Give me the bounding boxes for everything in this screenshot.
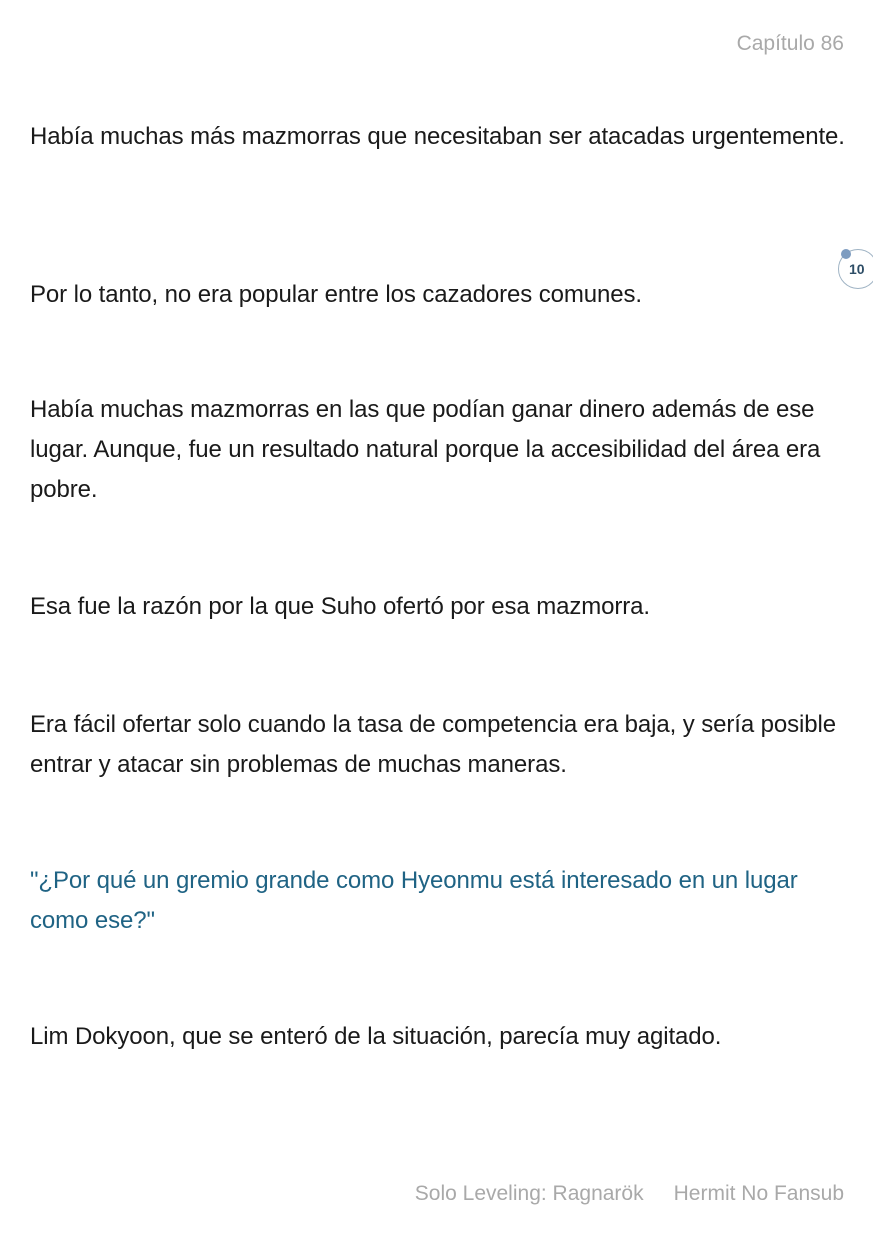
chapter-label: Capítulo 86: [736, 32, 844, 55]
comment-count-badge[interactable]: [838, 249, 873, 289]
comment-count: 10: [849, 261, 865, 277]
paragraph: Lim Dokyoon, que se enteró de la situación, parecía muy agitado.: [30, 1023, 722, 1050]
paragraph: Había muchas mazmorras en las que podían ganar dinero además de ese lugar. Aunque, fue un resultado natural porque la accesibilidad del área era pobre.: [30, 396, 821, 503]
paragraph: Por lo tanto, no era popular entre los cazadores comunes.: [30, 281, 642, 308]
paragraph: Esa fue la razón por la que Suho ofertó por esa mazmorra.: [30, 593, 650, 620]
paragraph: Era fácil ofertar solo cuando la tasa de competencia era baja, y sería posible entrar y atacar sin problemas de muchas maneras.: [30, 711, 836, 778]
indicator-dot-icon: [841, 249, 851, 259]
paragraph: Había muchas más mazmorras que necesitaban ser atacadas urgentemente.: [30, 123, 845, 150]
novel-title: Solo Leveling: Ragnarök: [414, 1182, 644, 1205]
footer: [415, 1182, 844, 1206]
dialog-paragraph: "¿Por qué un gremio grande como Hyeonmu está interesado en un lugar como ese?": [30, 867, 798, 934]
translator-name: Hermit No Fansub: [673, 1182, 844, 1205]
